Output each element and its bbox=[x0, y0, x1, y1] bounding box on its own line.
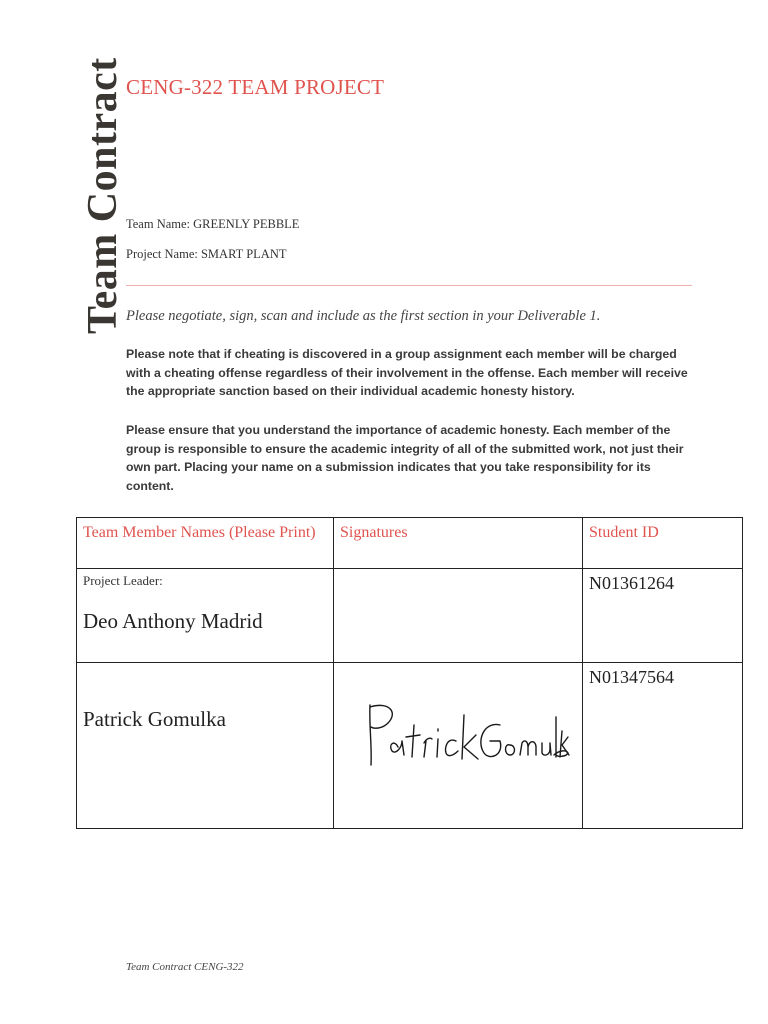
handwritten-signature bbox=[360, 695, 570, 775]
table-row bbox=[77, 569, 743, 663]
member-name: Deo Anthony Madrid bbox=[83, 609, 263, 633]
student-id: N01347564 bbox=[589, 667, 674, 687]
academic-honesty-paragraph: Please ensure that you understand the importance of academic honesty. Each member of the group is responsible to ensure the academic integrity of all of the submitted work, not just their own part. Placing your name on a submission indicates that you take responsibility for its content. bbox=[126, 423, 684, 494]
student-id-cell bbox=[583, 569, 743, 663]
project-name-value: SMART PLANT bbox=[200, 247, 287, 261]
page-title: CENG-322 TEAM PROJECT bbox=[126, 75, 385, 99]
member-name: Patrick Gomulka bbox=[83, 707, 226, 731]
instruction-text: Please negotiate, sign, scan and include as the first section in your Deliverable 1. bbox=[126, 308, 601, 324]
signature-cell bbox=[334, 569, 583, 663]
header-signatures: Signatures bbox=[334, 518, 583, 569]
page-footer: Team Contract CENG-322 bbox=[126, 961, 244, 973]
signature-cell bbox=[334, 663, 583, 829]
member-cell bbox=[77, 663, 334, 829]
project-name-field bbox=[126, 247, 286, 262]
team-name-field bbox=[126, 217, 299, 232]
header-divider bbox=[126, 285, 692, 286]
table-header-row bbox=[77, 518, 743, 569]
member-cell bbox=[77, 569, 334, 663]
student-id-cell bbox=[583, 663, 743, 829]
header-member-names: Team Member Names (Please Print) bbox=[77, 518, 334, 569]
team-name-value: GREENLY PEBBLE bbox=[193, 217, 300, 231]
side-title: Team Contract bbox=[80, 57, 126, 334]
header-student-id: Student ID bbox=[583, 518, 743, 569]
cheating-notice-paragraph: Please note that if cheating is discovered in a group assignment each member will be charged with a cheating offense regardless of their involvement in the offense. Each member will receive the appropriate sanction based on their individual academic honesty history. bbox=[126, 347, 688, 399]
team-name-label: Team Name: bbox=[126, 217, 191, 231]
member-role: Project Leader: bbox=[83, 573, 163, 588]
team-members-table bbox=[76, 517, 743, 829]
student-id: N01361264 bbox=[589, 573, 674, 593]
table-row bbox=[77, 663, 743, 829]
project-name-label: Project Name: bbox=[126, 247, 198, 261]
